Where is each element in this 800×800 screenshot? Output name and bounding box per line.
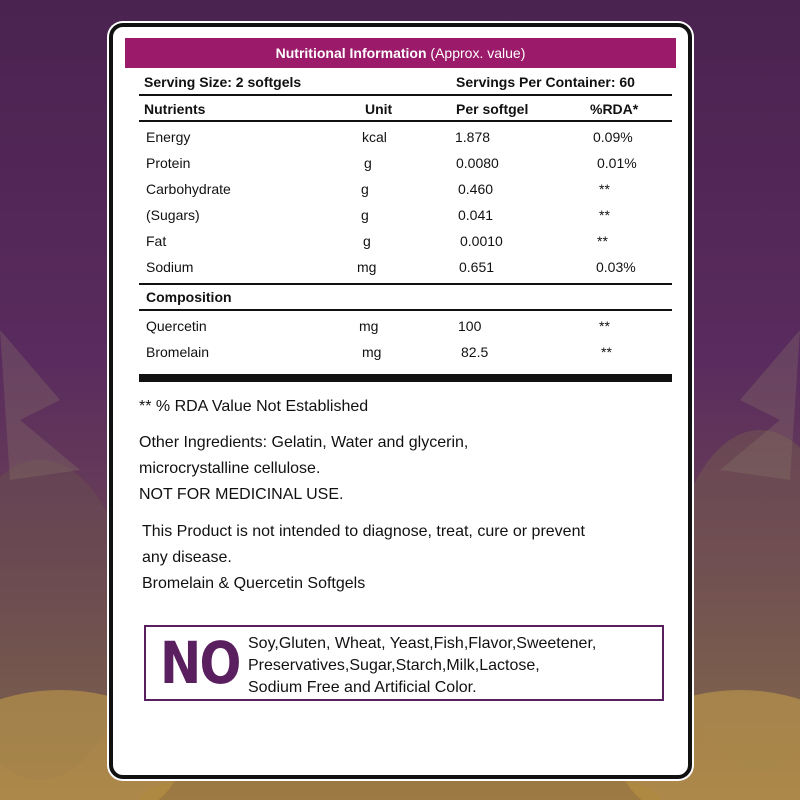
nutrient-unit: g — [363, 233, 371, 249]
label-title: Nutritional Information — [275, 45, 427, 61]
product-name: Bromelain & Quercetin Softgels — [142, 575, 366, 592]
composition-rda: ** — [601, 344, 612, 360]
nutrient-unit: g — [364, 155, 372, 171]
nutrient-rda: 0.01% — [597, 155, 637, 171]
composition-unit: mg — [359, 318, 379, 334]
col-nutrients: Nutrients — [144, 101, 206, 117]
ingredients-line-2: microcrystalline cellulose. — [139, 460, 321, 477]
nutrient-rda: ** — [597, 233, 608, 249]
composition-heading: Composition — [146, 289, 232, 305]
rda-note: ** % RDA Value Not Established — [139, 398, 369, 415]
composition-name: Bromelain — [146, 344, 210, 360]
col-unit: Unit — [365, 101, 393, 117]
composition-name: Quercetin — [146, 318, 207, 334]
col-per-softgel: Per softgel — [456, 101, 529, 117]
nutrient-unit: g — [361, 207, 369, 223]
nutrient-name: (Sugars) — [146, 207, 200, 223]
col-rda: %RDA* — [590, 101, 639, 117]
nutrient-name: Protein — [146, 155, 191, 171]
ingredients-line-1: Other Ingredients: Gelatin, Water and glycerin, — [139, 434, 469, 451]
nutrient-unit: kcal — [362, 129, 387, 145]
nutrient-unit: g — [361, 181, 369, 197]
free-from-line-2: Preservatives,Sugar,Starch,Milk,Lactose, — [248, 657, 540, 674]
divider — [139, 120, 672, 122]
disclaimer-line-2: any disease. — [142, 549, 232, 566]
label-header — [125, 38, 676, 68]
nutrient-name: Energy — [146, 129, 191, 145]
free-from-box — [144, 625, 664, 701]
no-badge: NO — [160, 629, 240, 697]
nutrient-name: Fat — [146, 233, 167, 249]
nutrient-name: Sodium — [146, 259, 194, 275]
nutrient-rda: 0.03% — [596, 259, 636, 275]
divider — [139, 283, 672, 285]
free-from-line-1: Soy,Gluten, Wheat, Yeast,Fish,Flavor,Sweetener, — [248, 635, 597, 652]
nutrient-value: 0.0080 — [456, 155, 499, 171]
serving-size: Serving Size: 2 softgels — [144, 74, 302, 90]
nutrient-rda: ** — [599, 207, 610, 223]
composition-unit: mg — [362, 344, 382, 360]
nutrient-rda: 0.09% — [593, 129, 633, 145]
composition-value: 100 — [458, 318, 482, 334]
nutrient-value: 0.651 — [459, 259, 495, 275]
nutrient-value: 0.041 — [458, 207, 494, 223]
disclaimer-line-1: This Product is not intended to diagnose, treat, cure or prevent — [142, 523, 585, 540]
nutrient-value: 0.460 — [458, 181, 494, 197]
free-from-list — [248, 633, 596, 699]
nutrition-label-card — [109, 23, 692, 779]
nutrient-value: 0.0010 — [460, 233, 503, 249]
nutrient-name: Carbohydrate — [146, 181, 231, 197]
medicinal-warning: NOT FOR MEDICINAL USE. — [139, 486, 344, 503]
servings-per-container: Servings Per Container: 60 — [456, 74, 635, 90]
free-from-line-3: Sodium Free and Artificial Color. — [248, 679, 477, 696]
table-end-bar — [139, 374, 672, 382]
divider — [139, 309, 672, 311]
composition-value: 82.5 — [461, 344, 489, 360]
nutrient-unit: mg — [357, 259, 377, 275]
nutrient-rda: ** — [599, 181, 610, 197]
nutrient-value: 1.878 — [455, 129, 491, 145]
label-subtitle: (Approx. value) — [430, 45, 526, 61]
divider — [139, 94, 672, 96]
composition-rda: ** — [599, 318, 610, 334]
